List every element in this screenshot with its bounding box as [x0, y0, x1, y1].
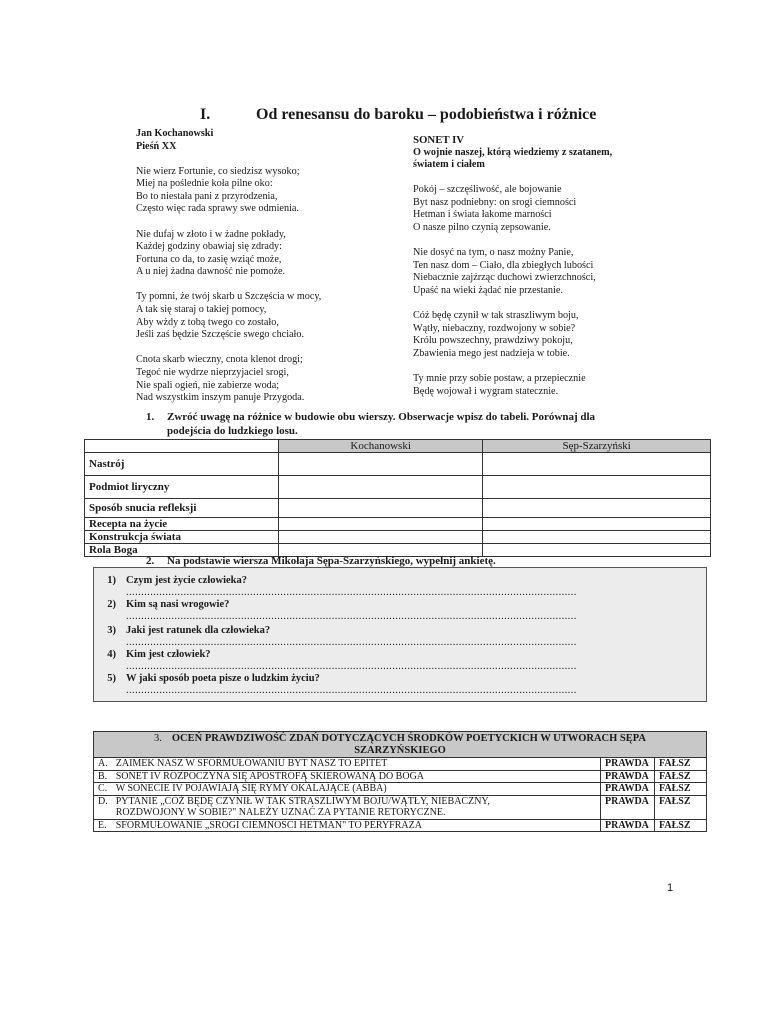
poem-line: Miej na poślednie koła pilne oko: — [136, 178, 273, 190]
poem-sep-szarzynski — [413, 134, 673, 398]
answer-cell[interactable] — [279, 476, 483, 499]
answer-line[interactable]: ..................................................................................................................................................... — [126, 637, 577, 648]
answer-cell[interactable] — [279, 518, 483, 531]
poem-line: Hetman i świata łakome marności — [413, 209, 552, 221]
stanza — [136, 354, 376, 404]
poem-author: Jan Kochanowski — [136, 128, 214, 139]
section-number: I. — [200, 106, 211, 123]
poem-line: Bo to niestała pani z przyrodzenia, — [136, 190, 278, 202]
stanza — [136, 229, 376, 279]
poem-line: Nie dufaj w złoto i w żadne pokłady, — [136, 228, 286, 240]
statement-text: W SONECIE IV POJAWIAJĄ SIĘ RYMY OKALAJĄCE (ABBA) — [112, 783, 601, 796]
question-text: Czym jest życie człowieka? — [126, 575, 247, 586]
poem-line: Upaść na wieki żądać nie przestanie. — [413, 284, 563, 296]
task1-instruction — [146, 411, 706, 438]
answer-cell[interactable] — [279, 453, 483, 476]
statement-letter: E. — [94, 819, 112, 832]
table-row — [94, 758, 707, 771]
poem-line: Jeśli zaś będzie Szczęście swego chciało. — [136, 329, 305, 341]
answer-line[interactable]: ..................................................................................................................................................... — [126, 685, 577, 696]
answer-cell[interactable] — [279, 531, 483, 544]
column-header-sep: Sęp-Szarzyński — [483, 440, 711, 453]
table-row — [85, 531, 711, 544]
stanza — [413, 184, 673, 234]
stanza — [413, 247, 673, 297]
question-number: 4) — [107, 649, 116, 660]
stanza — [413, 373, 673, 398]
poem-line: Nad wszystkim inszym panuje Przygoda. — [136, 392, 305, 404]
stanza — [413, 310, 673, 360]
statement-text: SFORMUŁOWANIE „SROGI CIEMNOŚCI HETMAN" TO PERYFRAZA — [112, 819, 601, 832]
question-number: 3) — [107, 625, 116, 636]
table-row — [94, 819, 707, 832]
poem-line: Królu powszechny, prawdziwy pokoju, — [413, 335, 573, 347]
statement-text: ZAIMEK NASZ W SFORMUŁOWANIU BYT NASZ TO EPITET — [112, 758, 601, 771]
poem-line: Cnota skarb wieczny, cnota klenot drogi; — [136, 354, 303, 366]
poem-line: A u niej żadna dawność nie pomoże. — [136, 266, 286, 278]
statement-letter: D. — [94, 795, 112, 819]
table-row — [94, 795, 707, 819]
task3-header-line1: OCEŃ PRAWDZIWOŚĆ ZDAŃ DOTYCZĄCYCH ŚRODKÓW POETYCKICH W UTWORACH SĘPA — [171, 733, 646, 744]
table-header-row — [85, 440, 711, 453]
poem-line: Każdej godziny obawiaj się zdrady: — [136, 241, 282, 253]
table-row — [85, 499, 711, 518]
false-option[interactable]: FAŁSZ — [655, 819, 707, 832]
poem-subtitle: O wojnie naszej, którą wiedziemy z szatanem, — [413, 146, 613, 158]
task-number: 2. — [146, 555, 155, 567]
table-row — [94, 770, 707, 783]
statement-text: SONET IV ROZPOCZYNA SIĘ APOSTROFĄ SKIEROWANĄ DO BOGA — [112, 770, 601, 783]
column-header-kochanowski: Kochanowski — [279, 440, 483, 453]
statement-letter: A. — [94, 758, 112, 771]
poem-line: A tak się staraj o takiej pomocy, — [136, 304, 267, 316]
true-option[interactable]: PRAWDA — [601, 770, 655, 783]
poem-line: Wątły, niebaczny, rozdwojony w sobie? — [413, 322, 576, 334]
true-option[interactable]: PRAWDA — [601, 819, 655, 832]
answer-cell[interactable] — [483, 476, 711, 499]
false-option[interactable]: FAŁSZ — [655, 770, 707, 783]
row-label: Konstrukcja świata — [85, 531, 279, 544]
poem-line: Cóż będę czynił w tak straszliwym boju, — [413, 310, 579, 322]
survey-question — [94, 649, 706, 673]
poem-subtitle: światem i ciałem — [413, 159, 485, 171]
table-header-row — [94, 732, 707, 758]
task-text: Na podstawie wiersza Mikołaja Sępa-Szarzyńskiego, wypełnij ankietę. — [167, 555, 496, 567]
poem-line: Nie wierz Fortunie, co siedzisz wysoko; — [136, 165, 300, 177]
poem-line: Tegoć nie wydrze nieprzyjaciel srogi, — [136, 366, 289, 378]
answer-cell[interactable] — [483, 531, 711, 544]
row-label: Rola Boga — [85, 544, 279, 557]
section-title-text: Od renesansu do baroku – podobieństwa i różnice — [256, 106, 597, 123]
false-option[interactable]: FAŁSZ — [655, 783, 707, 796]
statement-line: PYTANIE „CÓŻ BĘDĘ CZYNIŁ W TAK STRASZLIWYM BOJU/WĄTŁY, NIEBACZNY, — [115, 795, 490, 807]
answer-cell[interactable] — [483, 453, 711, 476]
row-label: Nastrój — [85, 453, 279, 476]
false-option[interactable]: FAŁSZ — [655, 795, 707, 819]
statement-letter: B. — [94, 770, 112, 783]
poem-line: Ty pomni, że twój skarb u Szczęścia w mocy, — [136, 291, 322, 303]
poem-line: Ten nasz dom – Ciało, dla zbiegłych lubości — [413, 259, 594, 271]
poem-line: Nie dosyć na tym, o nasz możny Panie, — [413, 247, 574, 259]
statement-line: ROZDWOJONY W SOBIE?" NALEŻY UZNAĆ ZA PYTANIE RETORYCZNE. — [115, 807, 446, 818]
false-option[interactable]: FAŁSZ — [655, 758, 707, 771]
survey-question — [94, 625, 706, 649]
question-text: W jaki sposób poeta pisze o ludzkim życiu? — [126, 673, 320, 684]
question-text: Kim są nasi wrogowie? — [126, 599, 230, 610]
true-option[interactable]: PRAWDA — [601, 783, 655, 796]
section-title — [200, 106, 640, 124]
true-option[interactable]: PRAWDA — [601, 795, 655, 819]
task-number: 1. — [146, 411, 155, 423]
table-header-empty — [85, 440, 279, 453]
task-text-continued: podejścia do ludzkiego losu. — [167, 424, 298, 437]
comparison-table — [84, 439, 711, 557]
poem-work-title: Pieśń XX — [136, 140, 177, 152]
row-label: Sposób snucia refleksji — [85, 499, 279, 518]
row-label: Podmiot liryczny — [85, 476, 279, 499]
row-label: Recepta na życie — [85, 518, 279, 531]
statement-text — [112, 795, 601, 819]
answer-cell[interactable] — [483, 518, 711, 531]
poem-line: Aby wżdy z tobą twego co zostało, — [136, 316, 279, 328]
poem-line: Zbawienia mego jest nadzieja w tobie. — [413, 347, 570, 359]
answer-line[interactable]: ..................................................................................................................................................... — [126, 661, 577, 672]
poem-line: Niebacznie zajźrząc duchowi zwierzchności, — [413, 272, 596, 284]
poem-title: SONET IV — [413, 134, 465, 146]
survey-question — [94, 575, 706, 599]
survey-question — [94, 599, 706, 623]
survey-question — [94, 673, 706, 697]
poem-line: Fortuna co da, to zasię wziąć może, — [136, 253, 282, 265]
true-option[interactable]: PRAWDA — [601, 758, 655, 771]
answer-cell[interactable] — [483, 499, 711, 518]
poem-line: Często więc rada sprawy swe odmienia. — [136, 203, 299, 215]
table-row — [85, 453, 711, 476]
stanza — [136, 291, 376, 341]
answer-line[interactable]: ..................................................................................................................................................... — [126, 587, 577, 598]
poem-line: Byt nasz podniebny: on srogi ciemności — [413, 196, 577, 208]
poem-kochanowski — [136, 128, 376, 405]
table-row — [94, 783, 707, 796]
task3-header-line2: SZARZYŃSKIEGO — [354, 744, 446, 756]
table-row — [85, 518, 711, 531]
stanza — [136, 166, 376, 216]
question-number: 5) — [107, 673, 116, 684]
question-number: 1) — [107, 575, 116, 586]
true-false-table — [93, 731, 707, 832]
poem-line: Ty mnie przy sobie postaw, a przepiecznie — [413, 372, 586, 384]
task3-header — [94, 732, 707, 758]
table-row — [85, 476, 711, 499]
task-number: 3. — [154, 733, 162, 744]
statement-letter: C. — [94, 783, 112, 796]
page-number: 1 — [667, 882, 674, 894]
poem-line: O nasze pilno czynią zepsowanie. — [413, 222, 551, 234]
question-text: Jaki jest ratunek dla człowieka? — [126, 625, 271, 636]
poem-line: Będę wojował i wygram statecznie. — [413, 385, 559, 397]
poem-line: Nie spali ogień, nie zabierze woda; — [136, 379, 280, 391]
poem-line: Pokój – szczęśliwość, ale bojowanie — [413, 184, 562, 196]
question-text: Kim jest człowiek? — [126, 649, 211, 660]
survey-box — [93, 567, 707, 702]
answer-cell[interactable] — [279, 499, 483, 518]
question-number: 2) — [107, 599, 116, 610]
task-text: Zwróć uwagę na różnice w budowie obu wierszy. Obserwacje wpisz do tabeli. Porównaj dla — [167, 411, 596, 423]
answer-cell[interactable] — [483, 544, 711, 557]
answer-line[interactable]: ..................................................................................................................................................... — [126, 611, 577, 622]
